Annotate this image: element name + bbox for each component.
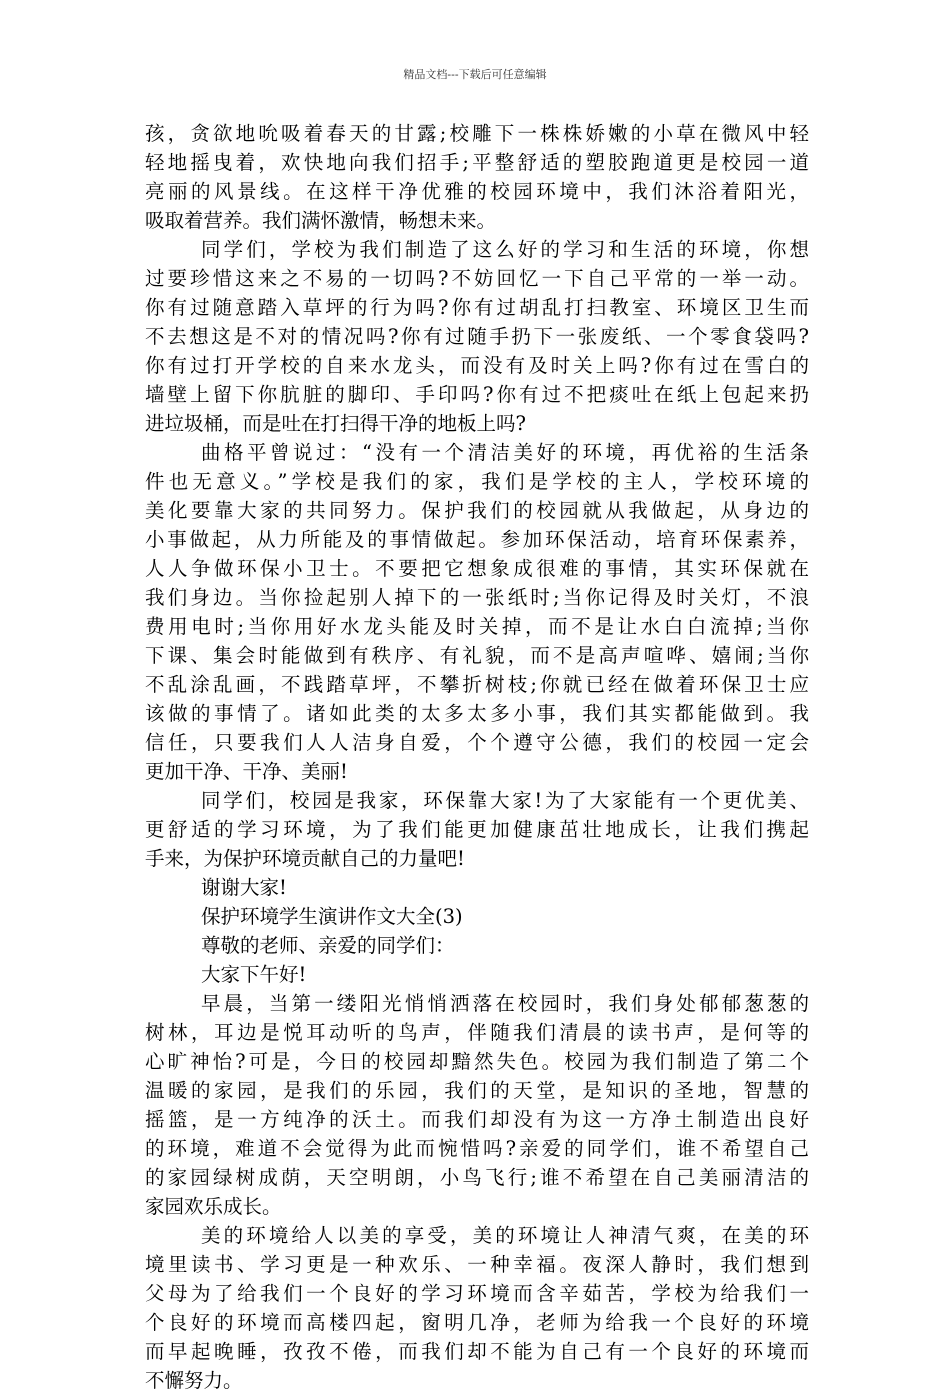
text-line: 亮丽的风景线。在这样干净优雅的校园环境中，我们沐浴着阳光，	[145, 180, 809, 203]
document-body	[145, 119, 809, 1395]
text-line: 的环境，难道不会觉得为此而惋惜吗?亲爱的同学们，谁不希望自己	[145, 1137, 809, 1160]
text-line: 该做的事情了。诸如此类的太多太多小事，我们其实都能做到。我	[145, 702, 809, 725]
text-line: 早晨，当第一缕阳光悄悄洒落在校园时，我们身处郁郁葱葱的	[201, 992, 809, 1015]
text-line: 费用电时;当你用好水龙头能及时关掉，而不是让水白白流掉;当你	[145, 615, 809, 638]
text-line: 下课、集会时能做到有秩序、有礼貌，而不是高声喧哗、嬉闹;当你	[145, 644, 809, 667]
text-line: 孩，贪欲地吮吸着春天的甘露;校雕下一株株娇嫩的小草在微风中轻	[145, 122, 809, 145]
page-header: 精品文档---下载后可任意编辑	[403, 68, 547, 81]
text-line: 你有过打开学校的自来水龙头，而没有及时关上吗?你有过在雪白的	[145, 354, 809, 377]
text-line: 过要珍惜这来之不易的一切吗?不妨回忆一下自己平常的一举一动。	[145, 267, 809, 290]
text-line: 更加干净、干净、美丽!	[145, 760, 348, 783]
text-line: 个良好的环境而高楼四起，窗明几净，老师为给我一个良好的环境	[145, 1311, 809, 1334]
text-line: 手来，为保护环境贡献自己的力量吧!	[145, 847, 465, 870]
text-line: 境里读书、学习更是一种欢乐、一种幸福。夜深人静时，我们想到	[145, 1253, 809, 1276]
text-line: 尊敬的老师、亲爱的同学们：	[201, 934, 455, 957]
text-line: 摇篮，是一方纯净的沃土。而我们却没有为这一方净土制造出良好	[145, 1108, 809, 1131]
text-line: 父母为了给我们一个良好的学习环境而含辛茹苦，学校为给我们一	[145, 1282, 809, 1305]
text-line: 我们身边。当你捡起别人掉下的一张纸时;当你记得及时关灯，不浪	[145, 586, 809, 609]
text-line: 进垃圾桶，而是吐在打扫得干净的地板上吗?	[145, 412, 526, 435]
text-line: 不乱涂乱画，不践踏草坪，不攀折树枝;你就已经在做着环保卫士应	[145, 673, 809, 696]
text-line: 你有过随意踏入草坪的行为吗?你有过胡乱打扫教室、环境区卫生而	[145, 296, 809, 319]
text-line: 树林，耳边是悦耳动听的鸟声，伴随我们清晨的读书声，是何等的	[145, 1021, 809, 1044]
text-line: 同学们，校园是我家，环保靠大家!为了大家能有一个更优美、	[201, 789, 809, 812]
text-line: 美化要靠大家的共同努力。保护我们的校园就从我做起，从身边的	[145, 499, 809, 522]
text-line: 更舒适的学习环境，为了我们能更加健康茁壮地成长，让我们携起	[145, 818, 809, 841]
text-line: 温暖的家园，是我们的乐园，我们的天堂，是知识的圣地，智慧的	[145, 1079, 809, 1102]
text-line: 吸取着营养。我们满怀激情，畅想未来。	[145, 209, 497, 232]
text-line: 墙壁上留下你肮脏的脚印、手印吗?你有过不把痰吐在纸上包起来扔	[145, 383, 809, 406]
text-line: 而早起晚睡，孜孜不倦，而我们却不能为自己有一个良好的环境而	[145, 1340, 809, 1363]
text-line: 的家园绿树成荫，天空明朗，小鸟飞行;谁不希望在自己美丽清洁的	[145, 1166, 809, 1189]
text-line: 小事做起，从力所能及的事情做起。参加环保活动，培育环保素养，	[145, 528, 809, 551]
text-line: 谢谢大家!	[201, 876, 287, 899]
text-line: 不去想这是不对的情况吗?你有过随手扔下一张废纸、一个零食袋吗?	[145, 325, 809, 348]
text-line: 保护环境学生演讲作文大全(3)	[201, 905, 463, 928]
text-line: 美的环境给人以美的享受，美的环境让人神清气爽，在美的环	[201, 1224, 809, 1247]
text-line: 信任，只要我们人人洁身自爱，个个遵守公德，我们的校园一定会	[145, 731, 809, 754]
text-line: 轻地摇曳着，欢快地向我们招手;平整舒适的塑胶跑道更是校园一道	[145, 151, 809, 174]
text-line: 同学们，学校为我们制造了这么好的学习和生活的环境，你想	[201, 238, 809, 261]
text-line: 件也无意义。”学校是我们的家，我们是学校的主人，学校环境的	[145, 470, 809, 493]
text-line: 心旷神怡?可是，今日的校园却黯然失色。校园为我们制造了第二个	[145, 1050, 809, 1073]
text-line: 人人争做环保小卫士。不要把它想象成很难的事情，其实环保就在	[145, 557, 809, 580]
text-line: 不懈努力。	[145, 1369, 243, 1392]
text-line: 曲格平曾说过：“没有一个清洁美好的环境，再优裕的生活条	[201, 441, 809, 464]
text-line: 家园欢乐成长。	[145, 1195, 282, 1218]
text-line: 大家下午好!	[201, 963, 307, 986]
